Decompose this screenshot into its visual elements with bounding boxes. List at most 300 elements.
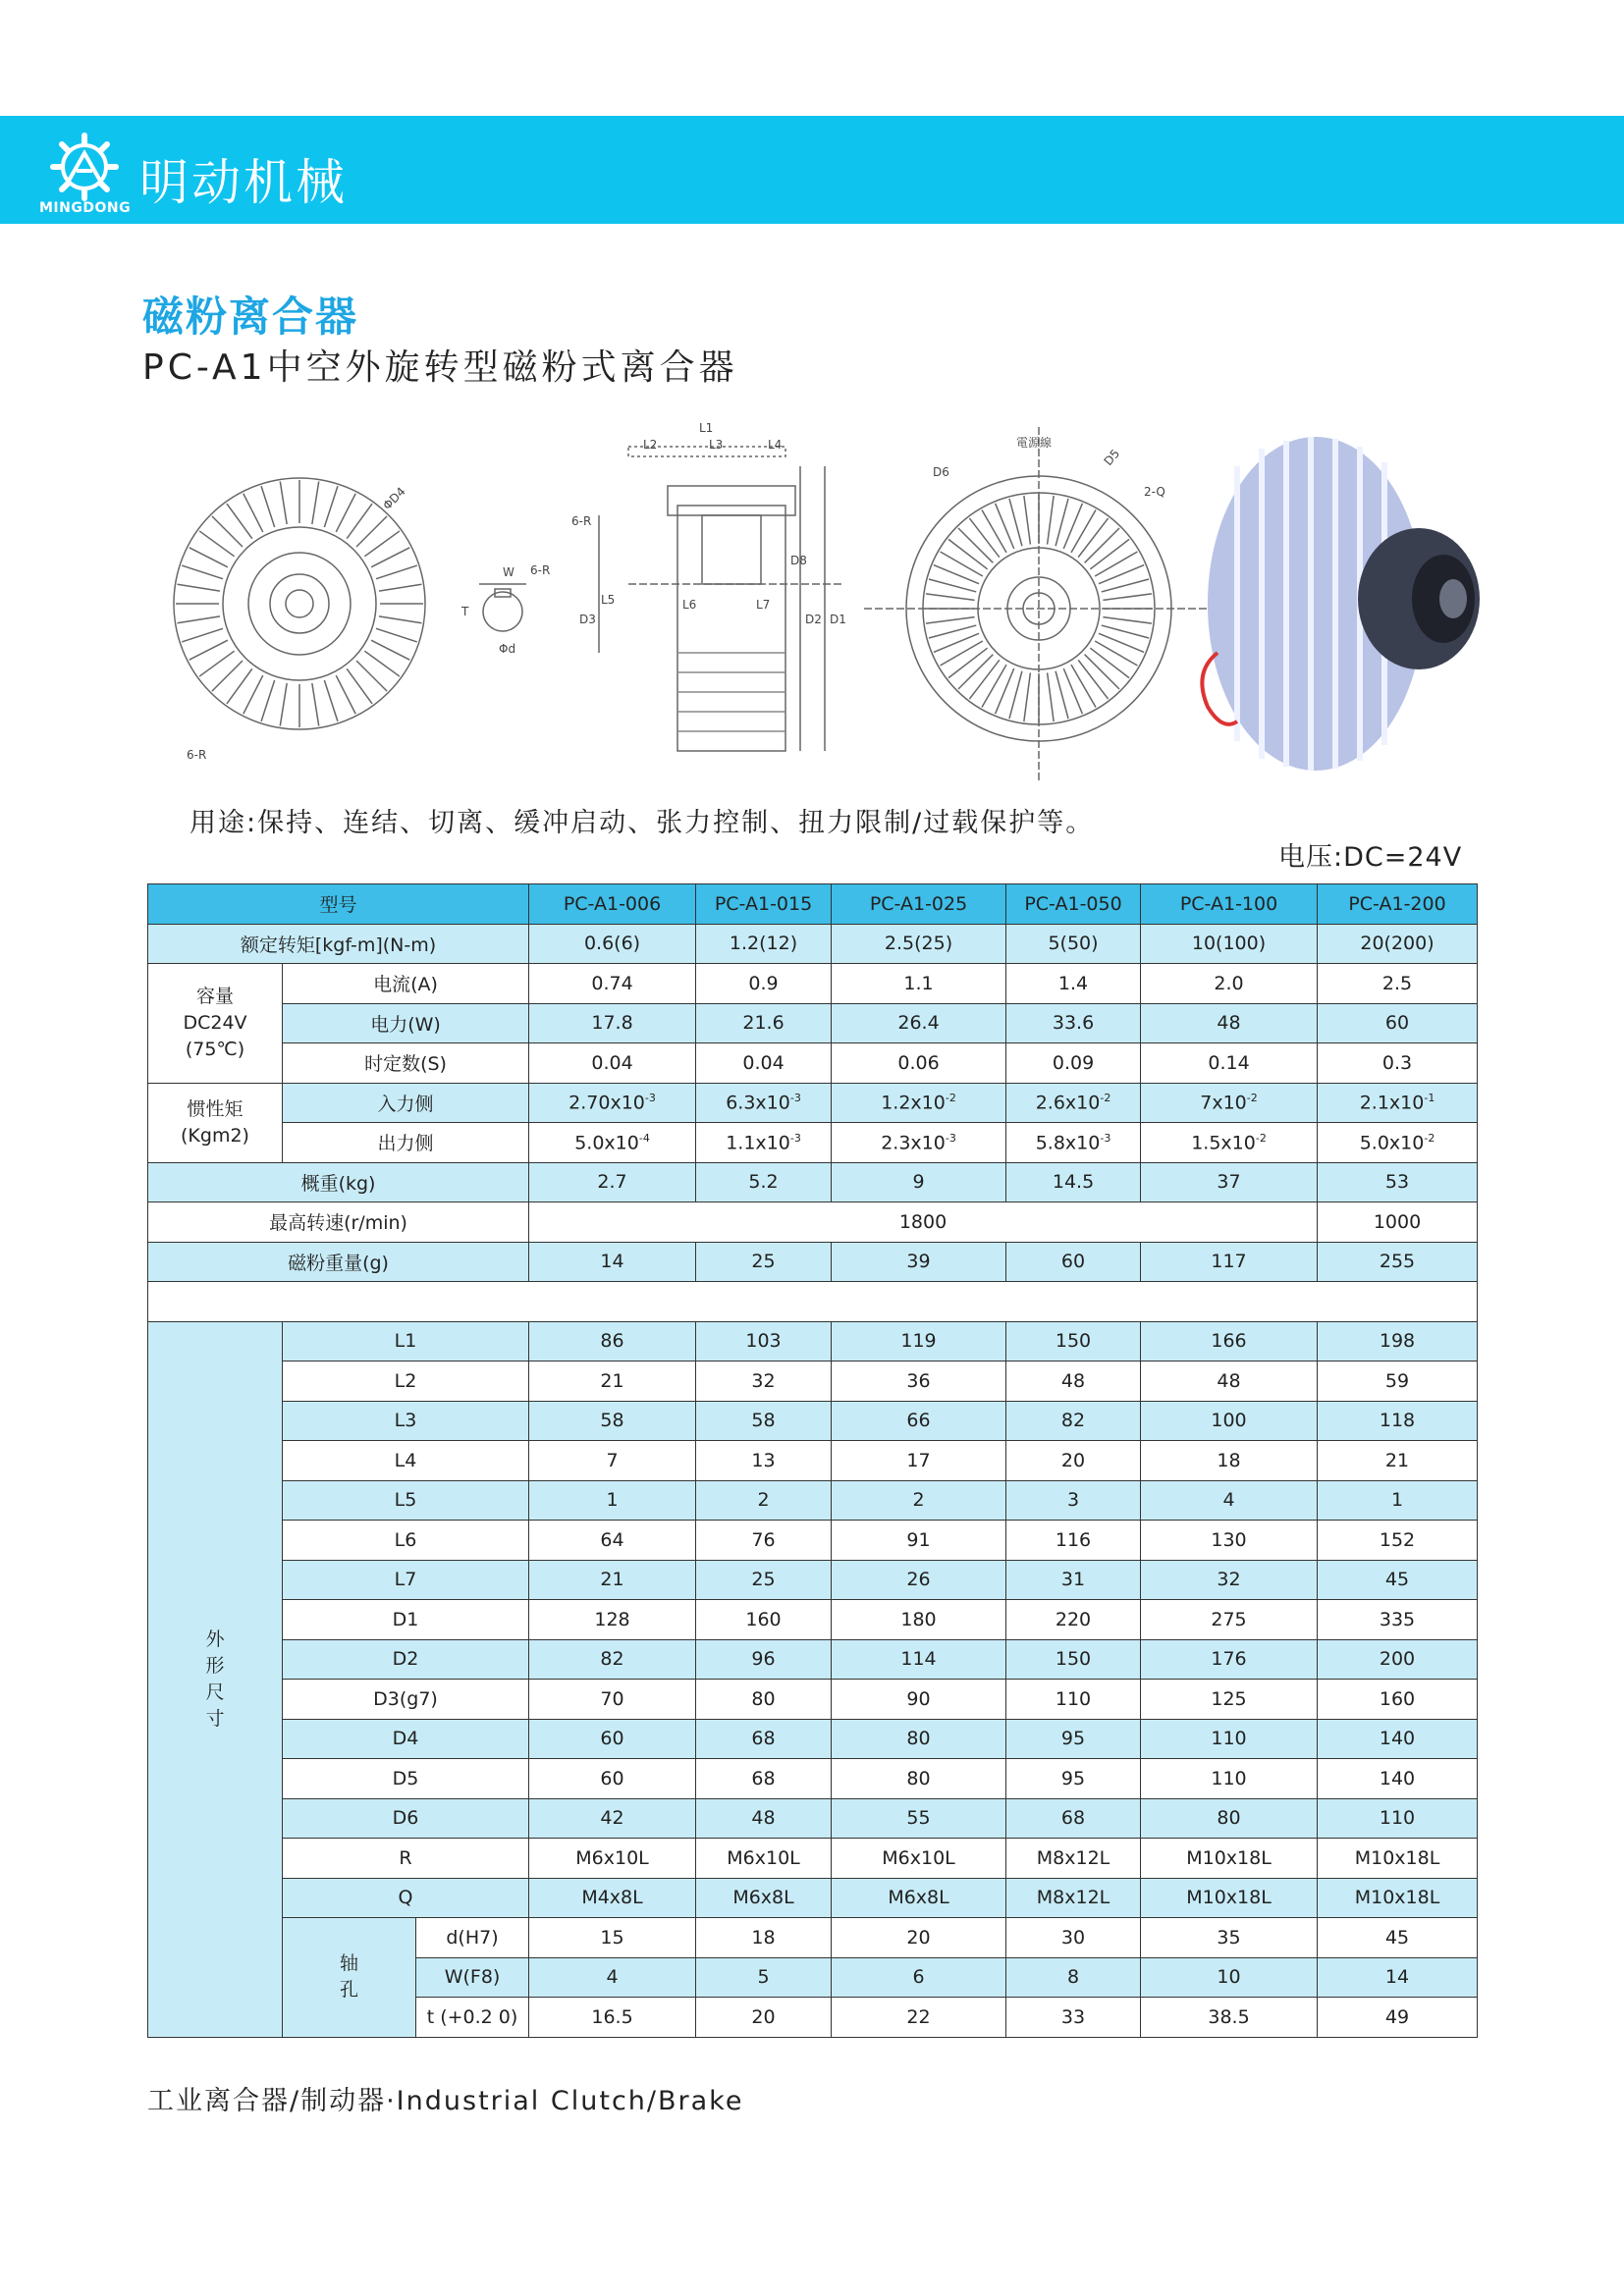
fin-line (261, 486, 275, 527)
value-cell: 25 (696, 1242, 832, 1282)
value-cell: 30 (1006, 1918, 1141, 1958)
fin-line (1024, 672, 1031, 721)
row-label: W(F8) (416, 1957, 529, 1998)
fin-line (379, 584, 421, 591)
value-cell: 18 (696, 1918, 832, 1958)
value-cell: 176 (1141, 1639, 1318, 1680)
l6-label: L6 (682, 598, 697, 612)
value-cell: 0.09 (1006, 1043, 1141, 1084)
fin-line (1090, 539, 1129, 568)
value-cell: 2.0 (1141, 964, 1318, 1004)
table-row (148, 1321, 1478, 1362)
value-cell (1141, 1123, 1318, 1163)
value-cell: M10x18L (1141, 1839, 1318, 1879)
fin-line (347, 668, 372, 704)
r-label-2: 6-R (530, 563, 551, 577)
fin-line (364, 531, 400, 557)
value-cell: 200 (1318, 1639, 1478, 1680)
value-cell: 91 (832, 1521, 1006, 1561)
table-row (148, 1878, 1478, 1918)
rear-view-drawing (864, 427, 1218, 780)
l1-label: L1 (699, 421, 714, 435)
dimensions-group-label (148, 1321, 283, 2037)
value-cell: M6x10L (529, 1839, 696, 1879)
q-label: 2-Q (1144, 485, 1165, 499)
value-cell: 0.6(6) (529, 924, 696, 964)
value-cell: 140 (1318, 1759, 1478, 1799)
fin-line (336, 494, 355, 532)
fin-line (996, 504, 1014, 549)
voltage-text: 电压:DC=24V (1278, 842, 1463, 873)
value-cell (529, 1083, 696, 1123)
exponent: -2 (1100, 1092, 1111, 1105)
value-cell: M8x12L (1006, 1878, 1141, 1918)
fin-line (178, 584, 220, 591)
value-cell: 114 (832, 1639, 1006, 1680)
fin-line (1063, 668, 1082, 714)
value-cell: 3 (1006, 1480, 1141, 1521)
exponent: -4 (638, 1131, 650, 1145)
table-row (148, 1759, 1478, 1799)
table-row (148, 1560, 1478, 1600)
keyway-drawing (479, 584, 526, 631)
value-cell (1318, 1083, 1478, 1123)
fin-line (1085, 528, 1119, 562)
table-row (148, 1083, 1478, 1123)
fin-line (189, 548, 228, 567)
wire-label: 電源線 (1016, 436, 1053, 450)
row-label: 额定转矩[kgf-m](N-m) (148, 924, 529, 964)
value-cell: 130 (1141, 1521, 1318, 1561)
value-cell: 2 (696, 1480, 832, 1521)
r-label-side: 6-R (571, 514, 592, 528)
value-cell: 119 (832, 1321, 1006, 1362)
fin-line (227, 668, 252, 704)
fin-line (1090, 648, 1129, 677)
value-cell (1006, 1083, 1141, 1123)
value-cell: 13 (696, 1441, 832, 1481)
value-cell: 53 (1318, 1162, 1478, 1202)
fin-line (929, 625, 976, 638)
group-label-line: DC24V (183, 1011, 247, 1034)
table-row (148, 1401, 1478, 1441)
value-cell: 86 (529, 1321, 696, 1362)
value-cell: 128 (529, 1600, 696, 1640)
value-cell: 82 (529, 1639, 696, 1680)
fin-line (199, 531, 235, 557)
d-label: Φd (499, 642, 516, 656)
fin-line (982, 665, 1006, 707)
value-cell: 1 (529, 1480, 696, 1521)
fin-line (1078, 518, 1108, 558)
value-cell: M4x8L (529, 1878, 696, 1918)
value-cell: 58 (529, 1401, 696, 1441)
d3-label: D3 (579, 613, 596, 626)
fin-line (356, 516, 387, 547)
l3-label: L3 (709, 438, 724, 452)
row-label: L1 (283, 1321, 529, 1362)
value-cell: M6x10L (832, 1839, 1006, 1879)
fin-line (312, 683, 319, 725)
fin-line (1071, 665, 1096, 707)
value-cell: 33 (1006, 1998, 1141, 2038)
value-cell: 150 (1006, 1321, 1141, 1362)
fin-line (1099, 633, 1144, 652)
value-cell: M6x8L (696, 1878, 832, 1918)
value-cell: 21 (529, 1362, 696, 1402)
value-cell: 6 (832, 1957, 1006, 1998)
group-label-char: 形 (205, 1654, 225, 1677)
mantissa: 5.0x10 (1359, 1131, 1425, 1153)
value-cell: 1.2(12) (696, 924, 832, 964)
d1-label: D1 (830, 613, 846, 626)
value-cell: M6x10L (696, 1839, 832, 1879)
value-cell (696, 1123, 832, 1163)
row-label: L4 (283, 1441, 529, 1481)
row-label: D6 (283, 1798, 529, 1839)
fin-line (982, 510, 1006, 553)
group-label-line: 容量 (195, 985, 234, 1007)
fin-line (1085, 655, 1119, 689)
value-cell: 60 (529, 1719, 696, 1759)
mantissa: 1.5x10 (1191, 1131, 1256, 1153)
group-label-char: 孔 (339, 1979, 358, 2002)
value-cell: 116 (1006, 1521, 1141, 1561)
l4-label: L4 (768, 438, 783, 452)
value-cell: 16.5 (529, 1998, 696, 2038)
value-cell: 26.4 (832, 1003, 1006, 1043)
value-cell: 10(100) (1141, 924, 1318, 964)
value-cell: 14 (1318, 1957, 1478, 1998)
fin-line (376, 628, 417, 642)
value-cell: 21 (1318, 1441, 1478, 1481)
logo-caption: MINGDONG (39, 200, 132, 216)
row-label: 电流(A) (283, 964, 529, 1004)
table-row (148, 1680, 1478, 1720)
mantissa: 5.8x10 (1035, 1131, 1101, 1153)
fin-line (244, 675, 263, 714)
fin-line (280, 482, 287, 524)
exponent: -3 (1100, 1131, 1111, 1145)
value-cell: 36 (832, 1362, 1006, 1402)
value-cell: 220 (1006, 1600, 1141, 1640)
model-name: PC-A1-050 (1006, 884, 1141, 925)
value-cell: 10 (1141, 1957, 1318, 1998)
group-label-line: (Kgm2) (181, 1124, 249, 1147)
value-cell: 17.8 (529, 1003, 696, 1043)
value-cell: 17 (832, 1441, 1006, 1481)
row-label: D5 (283, 1759, 529, 1799)
value-cell: 95 (1006, 1759, 1141, 1799)
technical-drawings (0, 407, 1624, 780)
fin-line (941, 641, 983, 666)
exponent: -3 (945, 1131, 956, 1145)
value-cell: 160 (696, 1600, 832, 1640)
value-cell: 4 (529, 1957, 696, 1998)
fin-line (212, 661, 243, 691)
table-row (148, 1918, 1478, 1958)
value-cell: 1.1 (832, 964, 1006, 1004)
fin-line (1056, 671, 1068, 719)
fin-line (1071, 510, 1096, 553)
value-cell: 140 (1318, 1719, 1478, 1759)
value-cell: 80 (832, 1759, 1006, 1799)
value-cell: 8 (1006, 1957, 1141, 1998)
table-row (148, 924, 1478, 964)
value-cell (696, 1083, 832, 1123)
table-row (148, 1043, 1478, 1084)
group-label-char: 外 (205, 1628, 225, 1650)
value-cell: 76 (696, 1521, 832, 1561)
fin-line (347, 504, 372, 539)
value-cell: 15 (529, 1918, 696, 1958)
fin-line (948, 648, 988, 677)
exponent: -2 (1424, 1131, 1435, 1145)
table-row (148, 884, 1478, 925)
inertia-group-label (148, 1083, 283, 1162)
row-label: D3(g7) (283, 1680, 529, 1720)
spec-table (147, 883, 1478, 2038)
value-cell: 21 (529, 1560, 696, 1600)
value-cell: 110 (1318, 1798, 1478, 1839)
fin-line (1048, 496, 1055, 545)
value-cell: 59 (1318, 1362, 1478, 1402)
value-cell: 20 (1006, 1441, 1141, 1481)
value-cell: 82 (1006, 1401, 1141, 1441)
exponent: -3 (644, 1092, 656, 1105)
value-cell: 80 (832, 1719, 1006, 1759)
mantissa: 1.1x10 (726, 1131, 790, 1153)
brand-name: 明动机械 (139, 154, 348, 211)
value-cell: 0.14 (1141, 1043, 1318, 1084)
l5-label: L5 (601, 593, 616, 607)
t-label: T (461, 605, 469, 618)
d8-label: D8 (790, 554, 807, 567)
fin-line (356, 661, 387, 691)
value-cell: 45 (1318, 1918, 1478, 1958)
row-label: t (+0.2 0) (416, 1998, 529, 2038)
value-cell: 7 (529, 1441, 696, 1481)
table-row (148, 1639, 1478, 1680)
fin-line (312, 482, 319, 524)
fin-line (371, 640, 409, 660)
value-cell: 96 (696, 1639, 832, 1680)
section-subtitle: PC-A1中空外旋转型磁粉式离合器 (142, 347, 738, 388)
row-label: 概重(kg) (148, 1162, 529, 1202)
l2-label: L2 (643, 438, 658, 452)
exponent: -3 (789, 1092, 801, 1105)
table-row (148, 1798, 1478, 1839)
fin-line (1009, 671, 1022, 719)
value-cell: 0.74 (529, 964, 696, 1004)
value-cell: M10x18L (1318, 1878, 1478, 1918)
value-cell (1141, 1083, 1318, 1123)
row-label: 出力侧 (283, 1123, 529, 1163)
value-cell: 25 (696, 1560, 832, 1600)
fin-line (1024, 496, 1031, 545)
value-cell: 100 (1141, 1401, 1318, 1441)
d5-label: D5 (1101, 447, 1123, 468)
value-cell: 31 (1006, 1560, 1141, 1600)
value-cell (1318, 1123, 1478, 1163)
fin-line (934, 633, 979, 652)
value-cell: 118 (1318, 1401, 1478, 1441)
fin-line (364, 651, 400, 676)
value-cell (1006, 1123, 1141, 1163)
value-cell: 49 (1318, 1998, 1478, 2038)
fin-line (336, 675, 355, 714)
value-cell: 1800 (529, 1202, 1318, 1243)
value-cell: M10x18L (1141, 1878, 1318, 1918)
fin-line (1103, 617, 1152, 624)
value-cell: 0.04 (529, 1043, 696, 1084)
table-row (148, 1719, 1478, 1759)
value-cell: 110 (1006, 1680, 1141, 1720)
table-row (148, 1242, 1478, 1282)
shaft-group-label (283, 1918, 416, 2038)
value-cell: 70 (529, 1680, 696, 1720)
value-cell: 0.04 (696, 1043, 832, 1084)
fin-line (941, 552, 983, 576)
value-cell: 150 (1006, 1639, 1141, 1680)
value-cell: 275 (1141, 1600, 1318, 1640)
value-cell: 35 (1141, 1918, 1318, 1958)
model-name: PC-A1-006 (529, 884, 696, 925)
fin-line (1102, 579, 1149, 592)
value-cell: 0.3 (1318, 1043, 1478, 1084)
row-label: L5 (283, 1480, 529, 1521)
fin-line (1102, 625, 1149, 638)
fin-line (926, 594, 975, 601)
value-cell: 55 (832, 1798, 1006, 1839)
value-cell: 18 (1141, 1441, 1318, 1481)
mantissa: 2.3x10 (881, 1131, 946, 1153)
value-cell: 64 (529, 1521, 696, 1561)
value-cell (832, 1083, 1006, 1123)
fin-line (1063, 504, 1082, 549)
group-label-line: 惯性矩 (187, 1097, 244, 1120)
row-label: D4 (283, 1719, 529, 1759)
mantissa: 2.6x10 (1035, 1092, 1101, 1114)
value-cell: 9 (832, 1162, 1006, 1202)
row-label: L3 (283, 1401, 529, 1441)
table-row (148, 964, 1478, 1004)
value-cell: 90 (832, 1680, 1006, 1720)
fin-line (244, 494, 263, 532)
fin-line (1048, 672, 1055, 721)
value-cell: 48 (1006, 1362, 1141, 1402)
row-label: L7 (283, 1560, 529, 1600)
model-name: PC-A1-100 (1141, 884, 1318, 925)
fin-line (926, 617, 975, 624)
fin-line (969, 518, 999, 558)
fin-line (958, 528, 993, 562)
model-name: PC-A1-025 (832, 884, 1006, 925)
fin-line (199, 651, 235, 676)
value-cell: 2.5(25) (832, 924, 1006, 964)
value-cell: 38.5 (1141, 1998, 1318, 2038)
value-cell: 5.2 (696, 1162, 832, 1202)
d6-label: D6 (933, 465, 949, 479)
table-row (148, 1282, 1478, 1322)
value-cell: 1.4 (1006, 964, 1141, 1004)
mantissa: 7x10 (1200, 1092, 1247, 1114)
table-row (148, 1202, 1478, 1243)
spacer-cell (148, 1282, 1478, 1322)
model-name: PC-A1-200 (1318, 884, 1478, 925)
fin-line (996, 668, 1014, 714)
value-cell: 32 (696, 1362, 832, 1402)
row-label: R (283, 1839, 529, 1879)
exponent: -2 (1246, 1092, 1258, 1105)
value-cell: 152 (1318, 1521, 1478, 1561)
value-cell: 58 (696, 1401, 832, 1441)
fin-line (929, 579, 976, 592)
value-cell: 103 (696, 1321, 832, 1362)
row-label: L6 (283, 1521, 529, 1561)
value-cell: 80 (696, 1680, 832, 1720)
value-cell: 166 (1141, 1321, 1318, 1362)
fin-line (178, 616, 220, 623)
row-label: D1 (283, 1600, 529, 1640)
fin-line (1056, 499, 1068, 546)
value-cell (529, 1123, 696, 1163)
table-row (148, 1362, 1478, 1402)
value-cell: M6x8L (832, 1878, 1006, 1918)
value-cell: 1 (1318, 1480, 1478, 1521)
value-cell: 160 (1318, 1680, 1478, 1720)
mantissa: 1.2x10 (881, 1092, 946, 1114)
value-cell: 60 (1006, 1242, 1141, 1282)
value-cell: 4 (1141, 1480, 1318, 1521)
clutch-product-image (1202, 437, 1480, 771)
fin-line (1095, 641, 1137, 666)
value-cell: 39 (832, 1242, 1006, 1282)
r-label-1: 6-R (187, 748, 207, 762)
fin-line (1103, 594, 1152, 601)
model-header: 型号 (148, 884, 529, 925)
fin-line (280, 683, 287, 725)
value-cell: 80 (1141, 1798, 1318, 1839)
value-cell: 2.5 (1318, 964, 1478, 1004)
row-label: 最高转速(r/min) (148, 1202, 529, 1243)
value-cell: 110 (1141, 1719, 1318, 1759)
fin-line (189, 640, 228, 660)
value-cell: 48 (696, 1798, 832, 1839)
row-label: 电力(W) (283, 1003, 529, 1043)
table-row (148, 1162, 1478, 1202)
value-cell: 20 (696, 1998, 832, 2038)
row-label: 入力侧 (283, 1083, 529, 1123)
mantissa: 2.70x10 (568, 1092, 645, 1114)
value-cell: 60 (529, 1759, 696, 1799)
value-cell: 2 (832, 1480, 1006, 1521)
mantissa: 5.0x10 (574, 1131, 639, 1153)
value-cell: 335 (1318, 1600, 1478, 1640)
value-cell: 68 (1006, 1798, 1141, 1839)
fin-line (182, 628, 223, 642)
exponent: -2 (945, 1092, 956, 1105)
value-cell: 68 (696, 1719, 832, 1759)
value-cell: 2.7 (529, 1162, 696, 1202)
table-row (148, 1441, 1478, 1481)
table-row (148, 1123, 1478, 1163)
fin-line (1078, 660, 1108, 699)
group-label-char: 尺 (205, 1681, 225, 1703)
value-cell: 95 (1006, 1719, 1141, 1759)
value-cell: 14 (529, 1242, 696, 1282)
fin-line (948, 539, 988, 568)
